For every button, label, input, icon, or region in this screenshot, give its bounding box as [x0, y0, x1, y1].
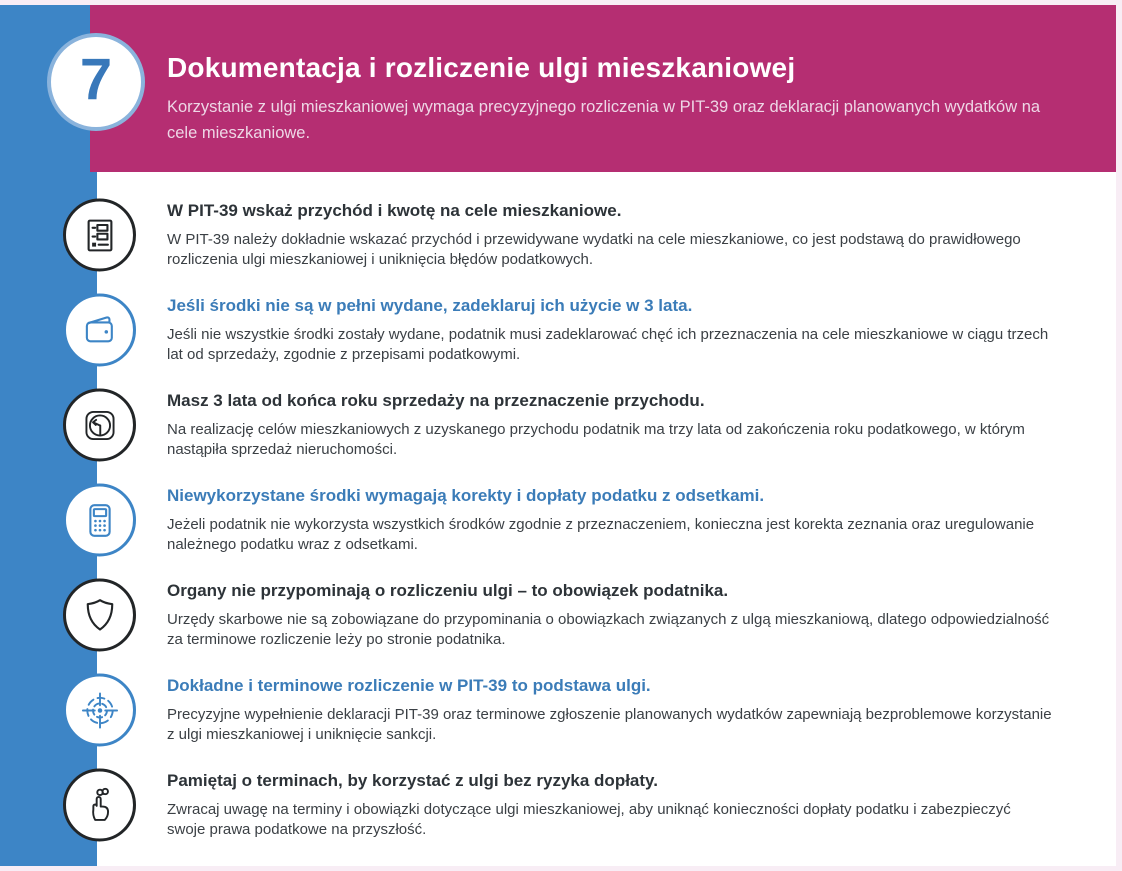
item-heading: Pamiętaj o terminach, by korzystać z ulgi bez ryzyka dopłaty. — [167, 771, 658, 791]
list-item — [0, 197, 1116, 273]
calculator-icon — [63, 484, 136, 557]
item-body: Jeśli nie wszystkie środki zostały wydane, podatnik musi zadeklarować chęć ich przeznaczenia na cele mieszkaniowe w ciągu trzech lat od sprzedaży, zgodnie z przepisami podatkowymi. — [167, 326, 1049, 364]
page-subtitle: Korzystanie z ulgi mieszkaniowej wymaga precyzyjnego rozliczenia w PIT-39 oraz deklaracji planowanych wydatków na cele mieszkaniowe. — [167, 97, 1041, 142]
list-item — [0, 292, 1116, 368]
item-body: W PIT-39 należy dokładnie wskazać przychód i przewidywane wydatki na cele mieszkaniowe, co jest podstawą do prawidłowego rozliczenia ulgi mieszkaniowej i uniknięcia błędów podatkowych. — [167, 231, 1021, 269]
item-heading: Jeśli środki nie są w pełni wydane, zadeklaruj ich użycie w 3 lata. — [167, 296, 693, 316]
clock-icon — [63, 389, 136, 462]
item-heading: W PIT-39 wskaż przychód i kwotę na cele mieszkaniowe. — [167, 201, 622, 221]
form-document-icon — [63, 199, 136, 272]
item-heading: Organy nie przypominają o rozliczeniu ulgi – to obowiązek podatnika. — [167, 581, 729, 601]
item-body: Jeżeli podatnik nie wykorzysta wszystkich środków zgodnie z przeznaczeniem, konieczna jest korekta zeznania oraz uregulowanie należnego podatku wraz z odsetkami. — [167, 516, 1035, 554]
step-number-badge — [47, 33, 145, 131]
item-heading: Niewykorzystane środki wymagają korekty i dopłaty podatku z odsetkami. — [167, 486, 765, 506]
item-body: Na realizację celów mieszkaniowych z uzyskanego przychodu podatnik ma trzy lata od zakończenia roku podatkowego, w którym nastąpiła sprzedaż nieruchomości. — [167, 421, 1025, 459]
shield-icon — [63, 579, 136, 652]
item-body: Urzędy skarbowe nie są zobowiązane do przypominania o obowiązkach związanych z ulgą mieszkaniową, dlatego odpowiedzialność za terminowe rozliczenie leży po stronie podatnika. — [167, 611, 1050, 649]
reminder-hand-icon — [63, 769, 136, 842]
list-item — [0, 387, 1116, 463]
item-heading: Masz 3 lata od końca roku sprzedaży na przeznaczenie przychodu. — [167, 391, 705, 411]
step-number: 7 — [79, 47, 113, 112]
target-icon — [63, 674, 136, 747]
list-item — [0, 482, 1116, 558]
page-title: Dokumentacja i rozliczenie ulgi mieszkaniowej — [167, 52, 796, 83]
infographic-page — [0, 5, 1116, 866]
header-banner — [90, 5, 1116, 172]
item-body: Precyzyjne wypełnienie deklaracji PIT-39 oraz terminowe zgłoszenie planowanych wydatków zapewniają bezproblemowe korzystanie z ulgi mieszkaniowej i uniknięcie sankcji. — [167, 706, 1052, 744]
list-item — [0, 767, 1116, 843]
item-body: Zwracaj uwagę na terminy i obowiązki dotyczące ulgi mieszkaniowej, aby uniknąć konieczności dopłaty podatku i zabezpieczyć swoje prawa podatkowe na przyszłość. — [167, 801, 1011, 839]
items-list — [0, 172, 1116, 843]
list-item — [0, 672, 1116, 748]
item-heading: Dokładne i terminowe rozliczenie w PIT-39 to podstawa ulgi. — [167, 676, 651, 696]
wallet-icon — [63, 294, 136, 367]
list-item — [0, 577, 1116, 653]
